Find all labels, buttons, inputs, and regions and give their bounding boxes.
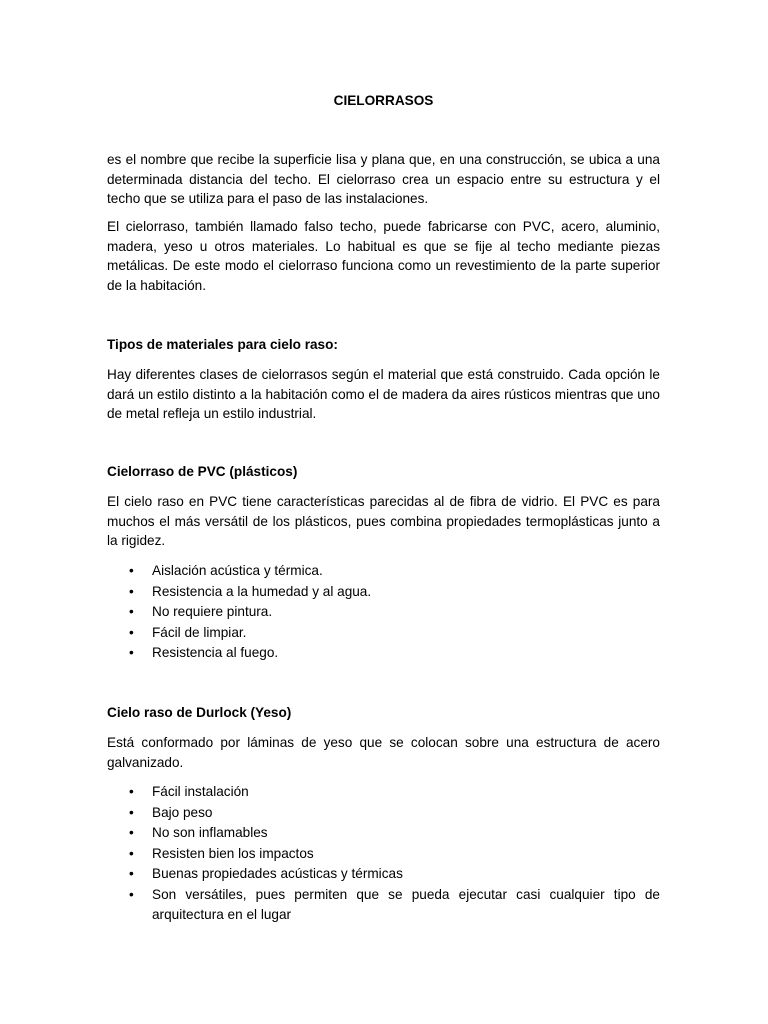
section-heading-durlock: Cielo raso de Durlock (Yeso) [107,705,292,720]
list-item [107,782,660,803]
list-item-text: No son inflamables [152,825,268,840]
section-text-pvc: El cielo raso en PVC tiene características parecidas al de fibra de vidrio. El PVC es para muchos el más versátil de los plásticos, pues combina propiedades termoplásticas junto a la rigidez. [107,494,660,548]
section-text-materials: Hay diferentes clases de cielorrasos según el material que está construido. Cada opción le dará un estilo distinto a la habitación como el de madera da aires rústicos mientras que uno de metal refleja un estilo industrial. [107,367,660,421]
bullet-icon: • [129,645,134,660]
bullet-icon: • [129,624,134,640]
intro-paragraph-2-block [107,217,660,295]
list-item [107,864,660,885]
list-item-text: Buenas propiedades acústicas y térmicas [152,866,403,881]
list-item-text: Resistencia a la humedad y al agua. [152,583,372,599]
list-item-text: Resistencia al fuego. [152,645,279,660]
bullet-icon: • [129,784,134,799]
section-durlock-heading-block [107,703,660,723]
section-pvc-list-block [107,561,660,664]
intro-paragraph-1: es el nombre que recibe la superficie lisa y plana que, en una construcción, se ubica a una determinada distancia del techo. El cielorraso crea un espacio entre su estructura y el techo que se utiliza para el paso de las instalaciones. [107,152,660,206]
bullet-icon: • [129,563,134,578]
bullet-icon: • [129,886,134,902]
list-item-text: Fácil instalación [152,784,249,799]
list-item [107,643,660,664]
section-durlock-list-block [107,782,660,926]
bullet-icon: • [129,825,134,840]
list-item [107,582,660,603]
section-materials-heading-block [107,335,660,355]
bullet-icon: • [129,604,134,619]
list-item [107,561,660,582]
document-title: CIELORRASOS [333,93,434,108]
section-heading-materials: Tipos de materiales para cielo raso: [107,337,338,352]
list-item [107,803,660,824]
section-durlock-text-block [107,733,660,772]
list-item [107,602,660,623]
section-materials-text-block [107,365,660,424]
bullet-list-pvc [107,561,660,664]
section-heading-pvc: Cielorraso de PVC (plásticos) [107,464,298,479]
section-text-durlock: Está conformado por láminas de yeso que se colocan sobre una estructura de acero galvanizado. [107,735,660,770]
section-pvc-heading-block [107,462,660,482]
list-item-text: No requiere pintura. [152,604,273,619]
intro-paragraph-2: El cielorraso, también llamado falso techo, puede fabricarse con PVC, acero, aluminio, madera, yeso u otros materiales. Lo habitual es que se fije al techo mediante piezas metálicas. De este modo el cielorraso funciona como un revestimiento de la parte superior de la habitación. [107,219,660,293]
list-item-text: Aislación acústica y térmica. [152,563,323,578]
bullet-icon: • [129,804,134,820]
list-item [107,885,660,926]
section-pvc-text-block [107,492,660,551]
list-item [107,623,660,644]
list-item-text: Son versátiles, pues permiten que se pueda ejecutar casi cualquier tipo de arquitectura en el lugar [152,886,660,922]
intro-paragraph-1-block [107,150,660,209]
list-item-text: Bajo peso [152,804,213,820]
list-item-text: Resisten bien los impactos [152,845,314,861]
list-item [107,823,660,844]
list-item [107,844,660,865]
list-item-text: Fácil de limpiar. [152,624,247,640]
bullet-icon: • [129,583,134,599]
bullet-list-durlock [107,782,660,926]
bullet-icon: • [129,866,134,881]
bullet-icon: • [129,845,134,861]
